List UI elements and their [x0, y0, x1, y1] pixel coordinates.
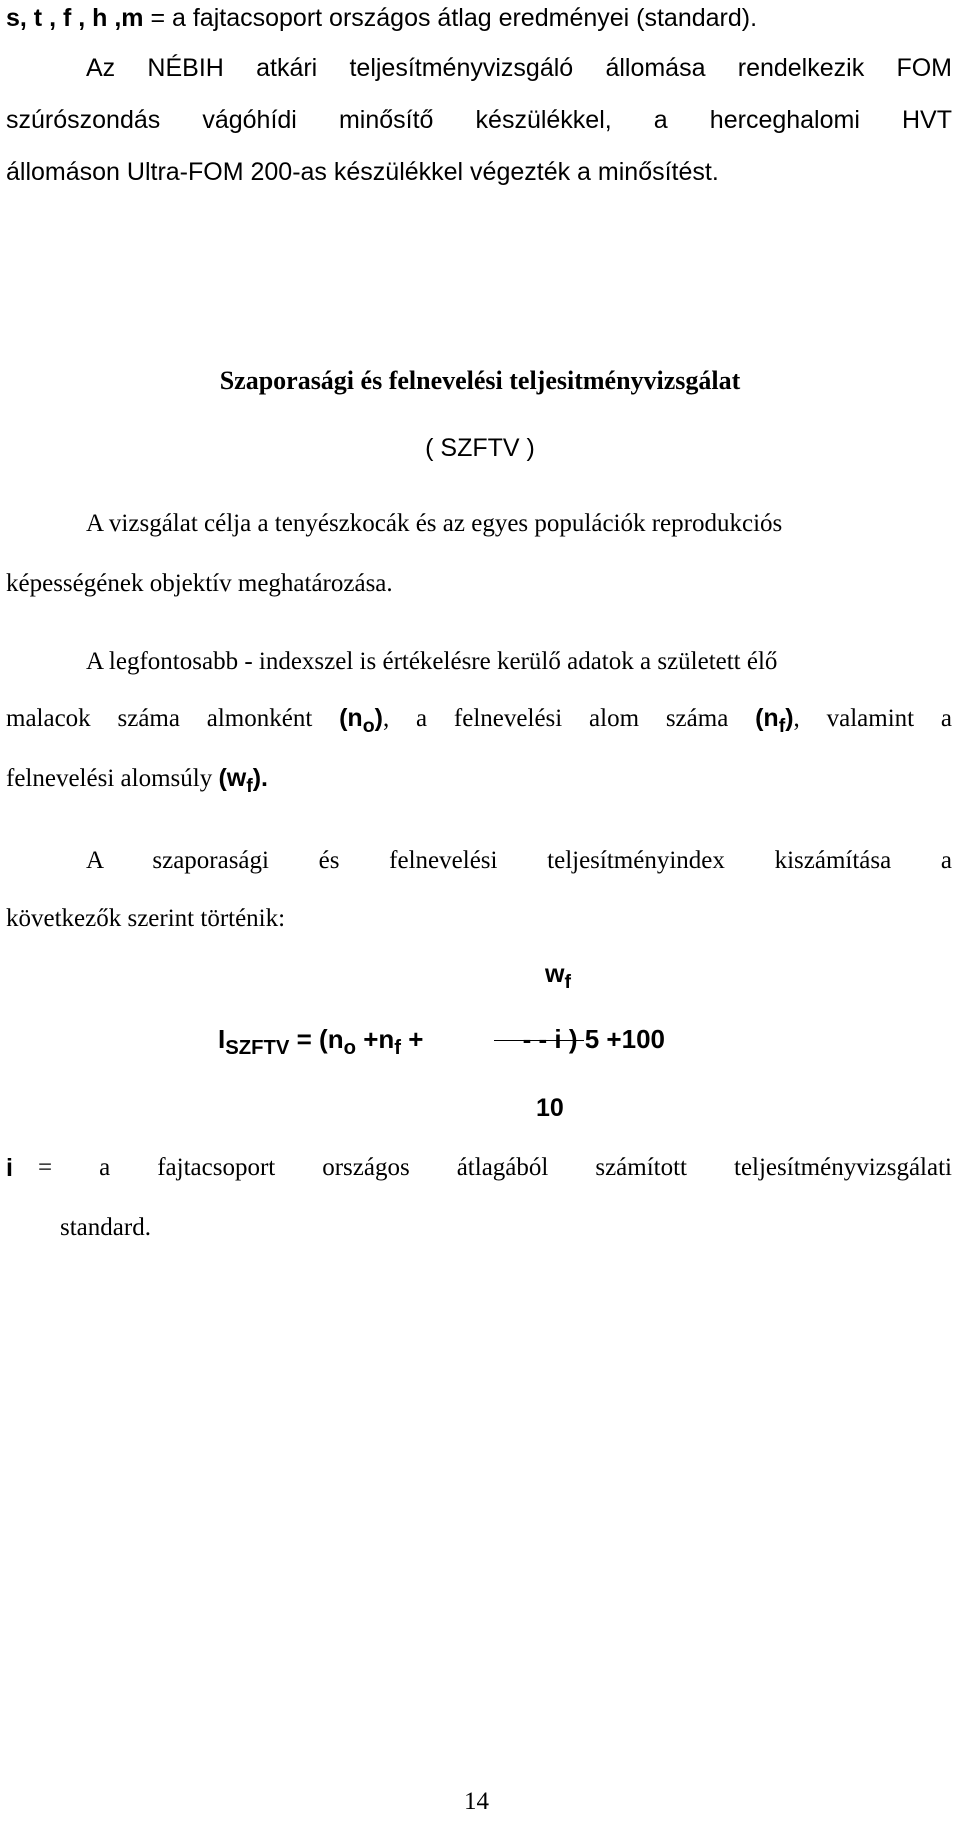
section-abbreviation: ( SZFTV ) — [425, 434, 535, 462]
paragraph-line: A vizsgálat célja a tenyészkocák és az egyes populációk reprodukciós — [86, 510, 783, 537]
paragraph-line: következők szerint történik: — [6, 905, 286, 932]
definition-symbol: i — [6, 1154, 13, 1182]
page-number: 14 — [464, 1788, 489, 1815]
variable-list: s, t , f , h ,m — [6, 4, 144, 32]
formula-main: $I_{SZFTV} = (n_o +n_f$ + - - i ) 5 +100 — [218, 1024, 665, 1060]
fraction-line — [494, 1040, 584, 1041]
paragraph-line: A legfontosabb - indexszel is értékelésre kerülő adatok a született élő — [86, 648, 778, 675]
paragraph-line: képességének objektív meghatározása. — [6, 570, 393, 597]
paragraph-line: felnevelési alomsúly $(w_f)$. — [6, 764, 269, 798]
paragraph-line: A szaporasági és felnevelési teljesítményindex kiszámítása a — [86, 847, 952, 874]
paragraph-line: szúrószondás vágóhídi minősítő készülékkel, a herceghalomi HVT — [6, 106, 952, 134]
definition-line: standard. — [60, 1214, 151, 1241]
paragraph-line: állomáson Ultra-FOM 200-as készülékkel végezték a minősítést. — [6, 158, 719, 186]
intro-line — [6, 4, 757, 33]
formula-denominator: 10 — [536, 1094, 564, 1122]
symbol-w-f: $(w_f)$. — [218, 764, 269, 798]
paragraph-line: malacok száma almonként $(n_o)$, a felnevelési alom száma $(n_f)$, valamint a — [6, 704, 952, 738]
definition-line: = a fajtacsoport országos átlagából számított teljesítményvizsgálati — [38, 1154, 952, 1181]
symbol-n-f: $(n_f)$ — [755, 704, 794, 738]
formula-numerator: $w_f$ — [545, 960, 571, 994]
section-title: Szaporasági és felnevelési teljesitményvizsgálat — [219, 366, 741, 395]
symbol-n-o: $(n_o)$ — [339, 704, 383, 738]
variable-description: = a fajtacsoport országos átlag eredményei (standard). — [143, 4, 758, 32]
paragraph-line: Az NÉBIH atkári teljesítményvizsgáló állomása rendelkezik FOM — [86, 54, 952, 82]
